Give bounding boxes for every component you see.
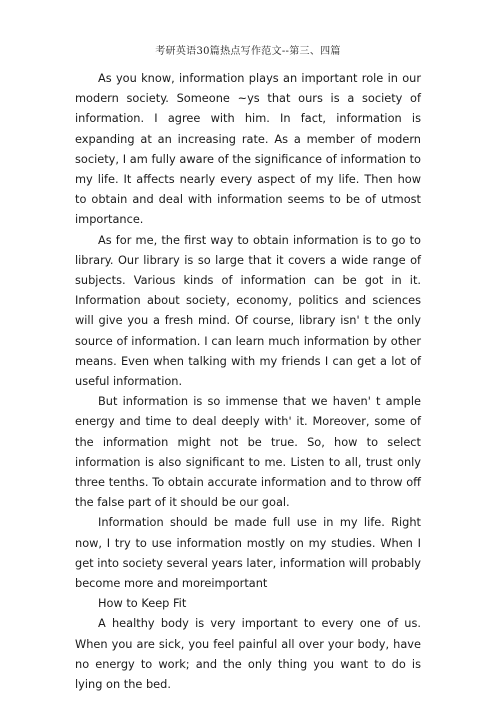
- document-title: 考研英语30篇热点写作范文--第三、四篇: [155, 46, 341, 57]
- document-body: [75, 68, 421, 694]
- paragraph-information-role: As you know, information plays an important role in our modern society. Someone ~ys that ours is a society of information. I agree with him. In fact, information is expanding at an increasing rate. As a member of modern society, I am fully aware of the significance of information to my life. It affects nearly every aspect of my life. Then how to obtain and deal with information seems to be of utmost importance.: [75, 71, 421, 227]
- section-heading-keep-fit: How to Keep Fit: [98, 596, 187, 611]
- paragraph-select-information: But information is so immense that we haven' t ample energy and time to deal deeply with' it. Moreover, some of the information might not be true. So, how to select information is also significant to me. Listen to all, trust only three tenths. To obtain accurate information and to throw off the false part of it should be our goal.: [75, 394, 421, 510]
- paragraph-obtain-information: As for me, the first way to obtain information is to go to library. Our library is so large that it covers a wide range of subjects. Various kinds of information can be got in it. Information about society, economy, politics and sciences will give you a fresh mind. Of course, library isn' t the only source of information. I can learn much information by other means. Even when talking with my friends I can get a lot of useful information.: [75, 232, 421, 389]
- paragraph-healthy-body: A healthy body is very important to every one of us. When you are sick, you feel painful all over your body, have no energy to work; and the only thing you want to do is lying on the bed.: [75, 616, 421, 692]
- paragraph-use-information: Information should be made full use in my life. Right now, I try to use information mostly on my studies. When I get into society several years later, information will probably become more and moreimportant: [75, 515, 421, 591]
